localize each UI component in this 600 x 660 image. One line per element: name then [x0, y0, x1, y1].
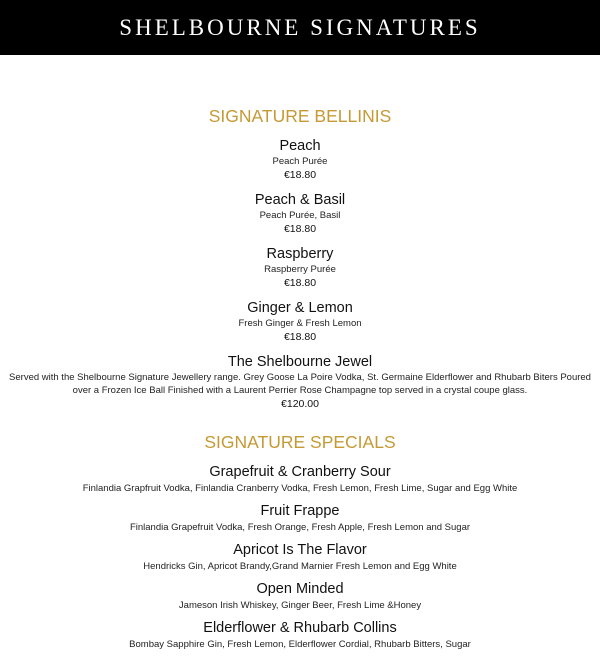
menu-item	[0, 580, 600, 613]
item-price: €120.00	[281, 398, 319, 410]
menu-item	[0, 191, 600, 236]
item-name: Grapefruit & Cranberry Sour	[209, 464, 391, 480]
item-price: €18.80	[283, 169, 317, 181]
section-title-bellinis: SIGNATURE BELLINIS	[208, 106, 392, 126]
menu-item	[0, 353, 600, 411]
menu-title: SHELBOURNE SIGNATURES	[119, 14, 481, 40]
item-desc: Finlandia Grapefruit Vodka, Fresh Orange, Fresh Apple, Fresh Lemon and Sugar	[129, 522, 471, 533]
item-price: €18.80	[283, 223, 317, 235]
item-name: Elderflower & Rhubarb Collins	[203, 620, 397, 636]
item-price: €18.80	[283, 277, 317, 289]
menu-item	[0, 245, 600, 290]
item-desc: Fresh Ginger & Fresh Lemon	[238, 318, 362, 329]
item-desc: Hendricks Gin, Apricot Brandy,Grand Marnier Fresh Lemon and Egg White	[143, 561, 457, 572]
item-name: The Shelbourne Jewel	[227, 354, 373, 370]
item-name: Peach & Basil	[254, 192, 346, 208]
item-desc: Served with the Shelbourne Signature Jewellery range. Grey Goose La Poire Vodka, St. Germaine Elderflower and Rhubarb Biters Poured over a Frozen Ice Ball Finished with a Laurent Perrier Rose Champagne top served in a crystal coupe glass.	[9, 372, 591, 396]
section-title-specials: SIGNATURE SPECIALS	[204, 432, 396, 452]
menu-header	[0, 0, 600, 55]
item-desc: Peach Purée, Basil	[259, 210, 341, 221]
item-name: Open Minded	[256, 581, 344, 597]
menu-item	[0, 137, 600, 182]
bellinis-list	[0, 137, 600, 420]
specials-list	[0, 463, 600, 658]
item-desc: Bombay Sapphire Gin, Fresh Lemon, Elderflower Cordial, Rhubarb Bitters, Sugar	[129, 639, 471, 650]
item-desc: Jameson Irish Whiskey, Ginger Beer, Fresh Lime &Honey	[178, 600, 422, 611]
menu-item	[0, 502, 600, 535]
item-name: Raspberry	[266, 246, 334, 262]
item-name: Apricot Is The Flavor	[233, 542, 367, 558]
menu-item	[0, 619, 600, 652]
item-price: €18.80	[283, 331, 317, 343]
item-desc: Raspberry Purée	[264, 264, 336, 275]
menu-item	[0, 541, 600, 574]
item-name: Ginger & Lemon	[247, 300, 353, 316]
menu-item	[0, 299, 600, 344]
menu-item	[0, 463, 600, 496]
item-desc: Finlandia Grapfruit Vodka, Finlandia Cranberry Vodka, Fresh Lemon, Fresh Lime, Sugar and Egg White	[82, 483, 518, 494]
item-name: Peach	[279, 138, 321, 154]
item-name: Fruit Frappe	[260, 503, 340, 519]
item-desc: Peach Purée	[272, 156, 328, 167]
